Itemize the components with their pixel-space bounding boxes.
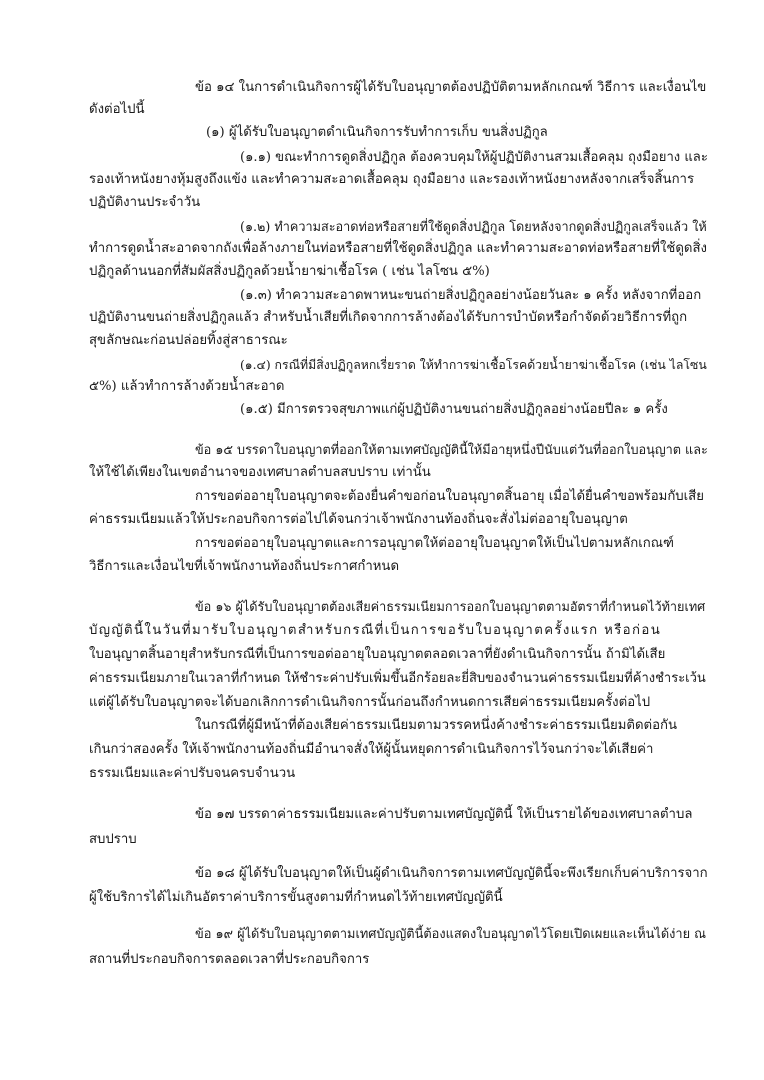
clause-16-line-8: ธรรมเนียมและค่าปรับจนครบจำนวน [89, 766, 296, 781]
clause-19-line-2: สถานที่ประกอบกิจการตลอดเวลาที่ประกอบกิจการ [89, 952, 370, 967]
clause-14-item-1-1: (๑.๑) ขณะทำการดูดสิ่งปฏิกูล ต้องควบคุมให้ผู้ปฏิบัติงานสวมเสื้อคลุม ถุงมือยาง และ [240, 150, 708, 165]
clause-14-line-9: ปฏิกูลด้านนอกที่สัมผัสสิ่งปฏิกูลด้วยน้ำยาฆ่าเชื้อโรค ( เช่น ไลโซน ๕%) [89, 264, 490, 279]
clause-15-line-6: วิธีการและเงื่อนไขที่เจ้าพนักงานท้องถิ่นประกาศกำหนด [89, 559, 400, 574]
clause-14-item-1-4: (๑.๔) กรณีที่มีสิ่งปฏิกูลหกเรี่ยราด ให้ทำการฆ่าเชื้อโรคด้วยน้ำยาฆ่าเชื้อโรค (เช่น ไลโซน [240, 358, 707, 372]
clause-16-line-4: ค่าธรรมเนียมภายในเวลาที่กำหนด ให้ชำระค่าปรับเพิ่มขึ้นอีกร้อยละยี่สิบของจำนวนค่าธรรมเนียมที่ค้างชำระเว้น [89, 671, 706, 686]
clause-16-line-6: ในกรณีที่ผู้มีหน้าที่ต้องเสียค่าธรรมเนียมตามวรรคหนึ่งค้างชำระค่าธรรมเนียมติดต่อกัน [195, 718, 678, 733]
clause-15-line-1: ข้อ ๑๕ บรรดาใบอนุญาตที่ออกให้ตามเทศบัญญัตินี้ให้มีอายุหนึ่งปีนับแต่วันที่ออกใบอนุญาต และ [195, 442, 708, 457]
clause-14-line-5: รองเท้าหนังยางหุ้มสูงถึงแข้ง และทำความสะอาดเสื้อคลุม ถุงมือยาง และรองเท้าหนังยางหลังจากเสร็จสิ้นการ [89, 172, 695, 187]
clause-16-line-5: แต่ผู้ได้รับใบอนุญาตจะได้บอกเลิกการดำเนินกิจการนั้นก่อนถึงกำหนดการเสียค่าธรรมเนียมครั้งต่อไป [89, 695, 651, 710]
clause-15-line-5: การขอต่ออายุใบอนุญาตและการอนุญาตให้ต่ออายุใบอนุญาตให้เป็นไปตามหลักเกณฑ์ [195, 536, 674, 551]
clause-14-line-2: ดังต่อไปนี้ [89, 102, 145, 117]
clause-15-line-2: ให้ใช้ได้เพียงในเขตอำนาจของเทศบาลตำบลสบปราบ เท่านั้น [89, 465, 431, 480]
clause-14-item-1: (๑) ผู้ได้รับใบอนุญาตดำเนินกิจการรับทำการเก็บ ขนสิ่งปฏิกูล [206, 125, 548, 140]
clause-19-line-1: ข้อ ๑๙ ผู้ได้รับใบอนุญาตตามเทศบัญญัตินี้ต้องแสดงใบอนุญาตไว้โดยเปิดเผยและเห็นได้ง่าย ณ [195, 927, 707, 942]
clause-15-line-4: ค่าธรรมเนียมแล้วให้ประกอบกิจการต่อไปได้จนกว่าเจ้าพนักงานท้องถิ่นจะสั่งไม่ต่ออายุใบอนุญาต [89, 512, 628, 527]
clause-16-line-1: ข้อ ๑๖ ผู้ได้รับใบอนุญาตต้องเสียค่าธรรมเนียมการออกใบอนุญาตตามอัตราที่กำหนดไว้ท้ายเทศ [195, 599, 706, 614]
clause-14-line-6: ปฏิบัติงานประจำวัน [89, 195, 201, 210]
clause-14-line-11: ปฏิบัติงานขนถ่ายสิ่งปฏิกูลแล้ว สำหรับน้ำเสียที่เกิดจากการล้างต้องได้รับการบำบัดหรือกำจัดด้วยวิธีการที่ถูก [89, 310, 688, 325]
clause-17-line-2: สบปราบ [89, 832, 137, 847]
clause-14-item-1-5: (๑.๕) มีการตรวจสุขภาพแก่ผู้ปฏิบัติงานขนถ่ายสิ่งปฏิกูลอย่างน้อยปีละ ๑ ครั้ง [240, 402, 668, 417]
clause-16-line-7: เกินกว่าสองครั้ง ให้เจ้าพนักงานท้องถิ่นมีอำนาจสั่งให้ผู้นั้นหยุดการดำเนินกิจการไว้จนกว่าจะได้เสียค่า [89, 742, 654, 757]
clause-17-line-1: ข้อ ๑๗ บรรดาค่าธรรมเนียมและค่าปรับตามเทศบัญญัตินี้ ให้เป็นรายได้ของเทศบาลตำบล [195, 807, 693, 822]
clause-14-line-14: ๕%) แล้วทำการล้างด้วยน้ำสะอาด [89, 379, 285, 394]
clause-14-line-8: ทำการดูดน้ำสะอาดจากถังเพื่อล้างภายในท่อหรือสายที่ใช้ดูดสิ่งปฏิกูล และทำความสะอาดท่อหรือสายที่ใช้ดูดสิ่ง [89, 241, 707, 256]
clause-15-line-3: การขอต่ออายุใบอนุญาตจะต้องยื่นคำขอก่อนใบอนุญาตสิ้นอายุ เมื่อได้ยื่นคำขอพร้อมกับเสีย [195, 489, 704, 504]
clause-18-line-1: ข้อ ๑๘ ผู้ได้รับใบอนุญาตให้เป็นผู้ดำเนินกิจการตามเทศบัญญัตินี้จะพึงเรียกเก็บค่าบริการจาก [195, 866, 708, 881]
clause-14-item-1-2: (๑.๒) ทำความสะอาดท่อหรือสายที่ใช้ดูดสิ่งปฏิกูล โดยหลังจากดูดสิ่งปฏิกูลเสร็จแล้ว ให้ [240, 219, 707, 234]
clause-14-item-1-3: (๑.๓) ทำความสะอาดพาหนะขนถ่ายสิ่งปฏิกูลอย่างน้อยวันละ ๑ ครั้ง หลังจากที่ออก [240, 288, 702, 303]
clause-14-line-1: ข้อ ๑๔ ในการดำเนินกิจการผู้ได้รับใบอนุญาตต้องปฏิบัติตามหลักเกณฑ์ วิธีการ และเงื่อนไข [195, 80, 707, 95]
clause-16-line-3: ใบอนุญาตสิ้นอายุสำหรับกรณีที่เป็นการขอต่ออายุใบอนุญาตตลอดเวลาที่ยังดำเนินกิจการนั้น ถ้ามิได้เสีย [89, 647, 666, 662]
clause-16-line-2: บัญญัตินี้ในวันที่มารับใบอนุญาตสำหรับกรณีที่เป็นการขอรับใบอนุญาตครั้งแรก หรือก่อน [89, 623, 662, 638]
clause-14-line-12: สุขลักษณะก่อนปล่อยทิ้งสู่สาธารณะ [89, 333, 288, 348]
clause-18-line-2: ผู้ใช้บริการได้ไม่เกินอัตราค่าบริการขั้นสูงตามที่กำหนดไว้ท้ายเทศบัญญัตินี้ [89, 890, 503, 905]
